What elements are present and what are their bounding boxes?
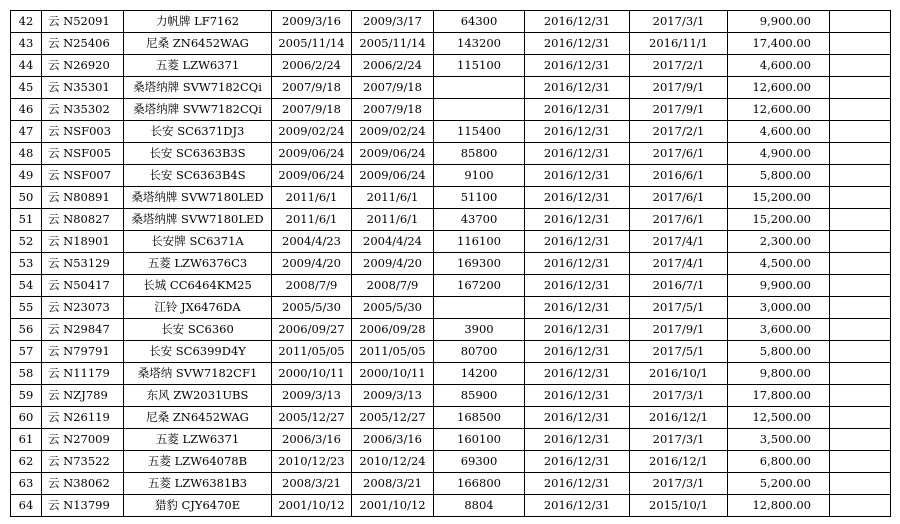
date-b-cell: 2011/6/1: [352, 187, 434, 209]
date-b-cell: 2008/7/9: [352, 275, 434, 297]
date-d-cell: 2016/12/1: [630, 407, 728, 429]
table-row: [11, 385, 891, 407]
date-b-cell: 2005/12/27: [352, 407, 434, 429]
date-d-cell: 2017/6/1: [630, 187, 728, 209]
plate-number-cell: 云 N13799: [42, 495, 124, 517]
date-d-cell: 2017/4/1: [630, 231, 728, 253]
row-number-cell: 56: [11, 319, 42, 341]
amount-cell: 15,200.00: [728, 209, 830, 231]
plate-number-cell: 云 N18901: [42, 231, 124, 253]
plate-number-cell: 云 N25406: [42, 33, 124, 55]
date-c-cell: 2016/12/31: [525, 341, 630, 363]
extra-cell: [830, 253, 891, 275]
vehicle-model-cell: 长安 SC6363B4S: [124, 165, 272, 187]
table-row: [11, 121, 891, 143]
vehicle-model-cell: 五菱 LZW6371: [124, 55, 272, 77]
vehicle-model-cell: 长安 SC6363B3S: [124, 143, 272, 165]
date-a-cell: 2009/3/13: [272, 385, 352, 407]
mileage-cell: 43700: [434, 209, 525, 231]
date-d-cell: 2017/3/1: [630, 473, 728, 495]
table-row: [11, 341, 891, 363]
amount-cell: 9,900.00: [728, 275, 830, 297]
mileage-cell: [434, 99, 525, 121]
date-b-cell: 2007/9/18: [352, 99, 434, 121]
table-row: [11, 297, 891, 319]
row-number-cell: 51: [11, 209, 42, 231]
row-number-cell: 59: [11, 385, 42, 407]
date-d-cell: 2017/3/1: [630, 11, 728, 33]
table-row: [11, 77, 891, 99]
date-b-cell: 2009/3/13: [352, 385, 434, 407]
date-b-cell: 2009/06/24: [352, 165, 434, 187]
plate-number-cell: 云 N26119: [42, 407, 124, 429]
amount-cell: 4,600.00: [728, 55, 830, 77]
vehicle-register-sheet: [10, 10, 891, 517]
amount-cell: 3,000.00: [728, 297, 830, 319]
amount-cell: 15,200.00: [728, 187, 830, 209]
date-c-cell: 2016/12/31: [525, 473, 630, 495]
date-d-cell: 2016/7/1: [630, 275, 728, 297]
mileage-cell: 14200: [434, 363, 525, 385]
vehicle-model-cell: 五菱 LZW6381B3: [124, 473, 272, 495]
vehicle-model-cell: 桑塔纳牌 SVW7180LED: [124, 209, 272, 231]
plate-number-cell: 云 N52091: [42, 11, 124, 33]
date-b-cell: 2009/06/24: [352, 143, 434, 165]
extra-cell: [830, 143, 891, 165]
date-d-cell: 2016/6/1: [630, 165, 728, 187]
table-row: [11, 451, 891, 473]
table-row: [11, 143, 891, 165]
vehicle-model-cell: 长安 SC6371DJ3: [124, 121, 272, 143]
table-row: [11, 99, 891, 121]
date-b-cell: 2008/3/21: [352, 473, 434, 495]
date-a-cell: 2009/3/16: [272, 11, 352, 33]
vehicle-model-cell: 五菱 LZW6376C3: [124, 253, 272, 275]
row-number-cell: 53: [11, 253, 42, 275]
mileage-cell: 69300: [434, 451, 525, 473]
date-a-cell: 2009/06/24: [272, 165, 352, 187]
date-c-cell: 2016/12/31: [525, 99, 630, 121]
date-b-cell: 2006/3/16: [352, 429, 434, 451]
vehicle-model-cell: 长安牌 SC6371A: [124, 231, 272, 253]
amount-cell: 12,600.00: [728, 77, 830, 99]
date-a-cell: 2007/9/18: [272, 77, 352, 99]
date-c-cell: 2016/12/31: [525, 363, 630, 385]
mileage-cell: 3900: [434, 319, 525, 341]
date-a-cell: 2001/10/12: [272, 495, 352, 517]
date-a-cell: 2011/6/1: [272, 209, 352, 231]
date-d-cell: 2017/4/1: [630, 253, 728, 275]
vehicle-model-cell: 尼桑 ZN6452WAG: [124, 33, 272, 55]
date-d-cell: 2017/5/1: [630, 341, 728, 363]
date-a-cell: 2009/4/20: [272, 253, 352, 275]
row-number-cell: 54: [11, 275, 42, 297]
date-d-cell: 2017/6/1: [630, 209, 728, 231]
row-number-cell: 50: [11, 187, 42, 209]
extra-cell: [830, 385, 891, 407]
mileage-cell: 115400: [434, 121, 525, 143]
mileage-cell: 160100: [434, 429, 525, 451]
date-a-cell: 2011/05/05: [272, 341, 352, 363]
date-a-cell: 2005/12/27: [272, 407, 352, 429]
extra-cell: [830, 451, 891, 473]
mileage-cell: 51100: [434, 187, 525, 209]
row-number-cell: 52: [11, 231, 42, 253]
date-d-cell: 2017/2/1: [630, 55, 728, 77]
mileage-cell: 85800: [434, 143, 525, 165]
extra-cell: [830, 55, 891, 77]
date-d-cell: 2017/6/1: [630, 143, 728, 165]
plate-number-cell: 云 N29847: [42, 319, 124, 341]
date-a-cell: 2005/11/14: [272, 33, 352, 55]
amount-cell: 3,600.00: [728, 319, 830, 341]
plate-number-cell: 云 N35301: [42, 77, 124, 99]
row-number-cell: 58: [11, 363, 42, 385]
table-row: [11, 473, 891, 495]
mileage-cell: 168500: [434, 407, 525, 429]
plate-number-cell: 云 N80827: [42, 209, 124, 231]
extra-cell: [830, 165, 891, 187]
row-number-cell: 57: [11, 341, 42, 363]
table-row: [11, 187, 891, 209]
row-number-cell: 61: [11, 429, 42, 451]
extra-cell: [830, 275, 891, 297]
mileage-cell: 143200: [434, 33, 525, 55]
date-a-cell: 2006/09/27: [272, 319, 352, 341]
row-number-cell: 43: [11, 33, 42, 55]
date-c-cell: 2016/12/31: [525, 231, 630, 253]
extra-cell: [830, 341, 891, 363]
date-c-cell: 2016/12/31: [525, 165, 630, 187]
vehicle-model-cell: 尼桑 ZN6452WAG: [124, 407, 272, 429]
date-c-cell: 2016/12/31: [525, 495, 630, 517]
amount-cell: 9,900.00: [728, 11, 830, 33]
extra-cell: [830, 121, 891, 143]
date-b-cell: 2004/4/24: [352, 231, 434, 253]
date-c-cell: 2016/12/31: [525, 253, 630, 275]
amount-cell: 5,800.00: [728, 165, 830, 187]
date-a-cell: 2009/06/24: [272, 143, 352, 165]
date-d-cell: 2017/9/1: [630, 77, 728, 99]
table-row: [11, 165, 891, 187]
vehicle-model-cell: 长安 SC6399D4Y: [124, 341, 272, 363]
vehicle-model-cell: 五菱 LZW6371: [124, 429, 272, 451]
date-b-cell: 2009/4/20: [352, 253, 434, 275]
date-b-cell: 2000/10/11: [352, 363, 434, 385]
row-number-cell: 60: [11, 407, 42, 429]
extra-cell: [830, 407, 891, 429]
row-number-cell: 47: [11, 121, 42, 143]
plate-number-cell: 云 N79791: [42, 341, 124, 363]
amount-cell: 12,600.00: [728, 99, 830, 121]
plate-number-cell: 云 N73522: [42, 451, 124, 473]
date-c-cell: 2016/12/31: [525, 33, 630, 55]
plate-number-cell: 云 N53129: [42, 253, 124, 275]
extra-cell: [830, 77, 891, 99]
date-a-cell: 2006/2/24: [272, 55, 352, 77]
amount-cell: 5,200.00: [728, 473, 830, 495]
plate-number-cell: 云 NSF007: [42, 165, 124, 187]
table-row: [11, 363, 891, 385]
date-c-cell: 2016/12/31: [525, 187, 630, 209]
amount-cell: 4,600.00: [728, 121, 830, 143]
row-number-cell: 48: [11, 143, 42, 165]
amount-cell: 2,300.00: [728, 231, 830, 253]
row-number-cell: 64: [11, 495, 42, 517]
extra-cell: [830, 33, 891, 55]
row-number-cell: 62: [11, 451, 42, 473]
date-c-cell: 2016/12/31: [525, 143, 630, 165]
date-c-cell: 2016/12/31: [525, 275, 630, 297]
date-a-cell: 2008/7/9: [272, 275, 352, 297]
row-number-cell: 45: [11, 77, 42, 99]
extra-cell: [830, 319, 891, 341]
date-d-cell: 2017/9/1: [630, 99, 728, 121]
vehicle-model-cell: 五菱 LZW64078B: [124, 451, 272, 473]
plate-number-cell: 云 NSF003: [42, 121, 124, 143]
mileage-cell: 8804: [434, 495, 525, 517]
date-a-cell: 2007/9/18: [272, 99, 352, 121]
vehicle-model-cell: 力帆牌 LF7162: [124, 11, 272, 33]
amount-cell: 5,800.00: [728, 341, 830, 363]
date-c-cell: 2016/12/31: [525, 451, 630, 473]
date-c-cell: 2016/12/31: [525, 55, 630, 77]
date-a-cell: 2010/12/23: [272, 451, 352, 473]
date-c-cell: 2016/12/31: [525, 11, 630, 33]
date-c-cell: 2016/12/31: [525, 297, 630, 319]
vehicle-model-cell: 桑塔纳牌 SVW7182CQi: [124, 77, 272, 99]
extra-cell: [830, 11, 891, 33]
date-c-cell: 2016/12/31: [525, 319, 630, 341]
row-number-cell: 49: [11, 165, 42, 187]
amount-cell: 17,800.00: [728, 385, 830, 407]
table-row: [11, 495, 891, 517]
date-d-cell: 2016/10/1: [630, 363, 728, 385]
vehicle-model-cell: 长安 SC6360: [124, 319, 272, 341]
extra-cell: [830, 99, 891, 121]
plate-number-cell: 云 NZJ789: [42, 385, 124, 407]
date-c-cell: 2016/12/31: [525, 385, 630, 407]
date-c-cell: 2016/12/31: [525, 209, 630, 231]
date-b-cell: 2010/12/24: [352, 451, 434, 473]
table-row: [11, 429, 891, 451]
table-row: [11, 11, 891, 33]
amount-cell: 17,400.00: [728, 33, 830, 55]
amount-cell: 12,800.00: [728, 495, 830, 517]
extra-cell: [830, 363, 891, 385]
table-row: [11, 209, 891, 231]
vehicle-model-cell: 桑塔纳 SVW7182CF1: [124, 363, 272, 385]
plate-number-cell: 云 N50417: [42, 275, 124, 297]
date-d-cell: 2016/11/1: [630, 33, 728, 55]
date-d-cell: 2015/10/1: [630, 495, 728, 517]
date-b-cell: 2007/9/18: [352, 77, 434, 99]
date-a-cell: 2011/6/1: [272, 187, 352, 209]
extra-cell: [830, 429, 891, 451]
row-number-cell: 42: [11, 11, 42, 33]
date-d-cell: 2017/3/1: [630, 385, 728, 407]
mileage-cell: 167200: [434, 275, 525, 297]
date-b-cell: 2001/10/12: [352, 495, 434, 517]
plate-number-cell: 云 N26920: [42, 55, 124, 77]
vehicle-model-cell: 长城 CC6464KM25: [124, 275, 272, 297]
row-number-cell: 55: [11, 297, 42, 319]
date-d-cell: 2017/2/1: [630, 121, 728, 143]
mileage-cell: [434, 297, 525, 319]
plate-number-cell: 云 N23073: [42, 297, 124, 319]
mileage-cell: [434, 77, 525, 99]
amount-cell: 6,800.00: [728, 451, 830, 473]
plate-number-cell: 云 NSF005: [42, 143, 124, 165]
date-b-cell: 2006/2/24: [352, 55, 434, 77]
date-c-cell: 2016/12/31: [525, 77, 630, 99]
mileage-cell: 64300: [434, 11, 525, 33]
mileage-cell: 9100: [434, 165, 525, 187]
row-number-cell: 63: [11, 473, 42, 495]
mileage-cell: 115100: [434, 55, 525, 77]
date-b-cell: 2005/11/14: [352, 33, 434, 55]
plate-number-cell: 云 N11179: [42, 363, 124, 385]
extra-cell: [830, 209, 891, 231]
extra-cell: [830, 231, 891, 253]
vehicle-model-cell: 猎豹 CJY6470E: [124, 495, 272, 517]
date-a-cell: 2005/5/30: [272, 297, 352, 319]
table-row: [11, 231, 891, 253]
extra-cell: [830, 473, 891, 495]
table-row: [11, 407, 891, 429]
date-b-cell: 2011/6/1: [352, 209, 434, 231]
date-a-cell: 2000/10/11: [272, 363, 352, 385]
date-b-cell: 2009/02/24: [352, 121, 434, 143]
amount-cell: 9,800.00: [728, 363, 830, 385]
mileage-cell: 116100: [434, 231, 525, 253]
table-row: [11, 55, 891, 77]
date-c-cell: 2016/12/31: [525, 407, 630, 429]
table-row: [11, 275, 891, 297]
mileage-cell: 169300: [434, 253, 525, 275]
vehicle-model-cell: 桑塔纳牌 SVW7182CQi: [124, 99, 272, 121]
date-a-cell: 2008/3/21: [272, 473, 352, 495]
table-row: [11, 253, 891, 275]
table-row: [11, 33, 891, 55]
extra-cell: [830, 297, 891, 319]
date-a-cell: 2004/4/23: [272, 231, 352, 253]
extra-cell: [830, 495, 891, 517]
plate-number-cell: 云 N27009: [42, 429, 124, 451]
date-b-cell: 2006/09/28: [352, 319, 434, 341]
date-d-cell: 2017/9/1: [630, 319, 728, 341]
date-d-cell: 2016/12/1: [630, 451, 728, 473]
amount-cell: 4,900.00: [728, 143, 830, 165]
mileage-cell: 166800: [434, 473, 525, 495]
date-b-cell: 2009/3/17: [352, 11, 434, 33]
plate-number-cell: 云 N38062: [42, 473, 124, 495]
vehicle-model-cell: 桑塔纳牌 SVW7180LED: [124, 187, 272, 209]
date-a-cell: 2009/02/24: [272, 121, 352, 143]
date-d-cell: 2017/3/1: [630, 429, 728, 451]
amount-cell: 3,500.00: [728, 429, 830, 451]
amount-cell: 12,500.00: [728, 407, 830, 429]
row-number-cell: 46: [11, 99, 42, 121]
amount-cell: 4,500.00: [728, 253, 830, 275]
date-c-cell: 2016/12/31: [525, 121, 630, 143]
date-b-cell: 2011/05/05: [352, 341, 434, 363]
plate-number-cell: 云 N80891: [42, 187, 124, 209]
plate-number-cell: 云 N35302: [42, 99, 124, 121]
mileage-cell: 80700: [434, 341, 525, 363]
row-number-cell: 44: [11, 55, 42, 77]
date-c-cell: 2016/12/31: [525, 429, 630, 451]
table-row: [11, 319, 891, 341]
mileage-cell: 85900: [434, 385, 525, 407]
vehicle-table-body: [11, 11, 891, 517]
extra-cell: [830, 187, 891, 209]
date-d-cell: 2017/5/1: [630, 297, 728, 319]
date-b-cell: 2005/5/30: [352, 297, 434, 319]
vehicle-model-cell: 江铃 JX6476DA: [124, 297, 272, 319]
date-a-cell: 2006/3/16: [272, 429, 352, 451]
vehicle-model-cell: 东风 ZW2031UBS: [124, 385, 272, 407]
vehicle-table: [10, 10, 891, 517]
